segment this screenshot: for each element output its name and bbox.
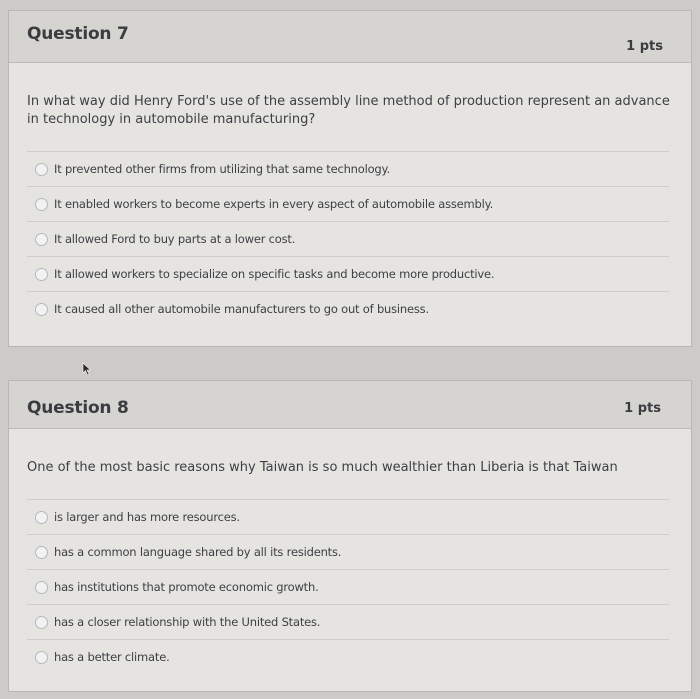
answer-label[interactable]: It prevented other firms from utilizing that same technology. — [54, 162, 390, 176]
answer-option[interactable] — [27, 256, 669, 291]
mouse-pointer-icon — [82, 362, 92, 376]
answer-option[interactable] — [27, 186, 669, 221]
answer-option[interactable] — [27, 291, 669, 326]
radio-button[interactable] — [35, 303, 48, 316]
radio-button[interactable] — [35, 233, 48, 246]
question-header — [9, 381, 691, 429]
radio-button[interactable] — [35, 616, 48, 629]
answer-label[interactable]: It allowed Ford to buy parts at a lower cost. — [54, 232, 296, 246]
answer-label[interactable]: has a common language shared by all its residents. — [54, 545, 342, 559]
answer-label[interactable]: has a better climate. — [54, 650, 170, 664]
answer-label[interactable]: It caused all other automobile manufacturers to go out of business. — [54, 302, 429, 316]
radio-button[interactable] — [35, 163, 48, 176]
question-text: In what way did Henry Ford's use of the assembly line method of production represent an advance in technology in automobile manufacturing? — [27, 94, 670, 127]
question-7-card — [8, 10, 692, 347]
answer-option[interactable] — [27, 221, 669, 256]
answer-option[interactable] — [27, 534, 669, 569]
question-points: 1 pts — [626, 39, 663, 54]
answer-label[interactable]: has institutions that promote economic growth. — [54, 580, 319, 594]
answer-label[interactable]: is larger and has more resources. — [54, 510, 240, 524]
question-points: 1 pts — [624, 401, 661, 416]
radio-button[interactable] — [35, 511, 48, 524]
radio-button[interactable] — [35, 268, 48, 281]
answer-label[interactable]: It allowed workers to specialize on specific tasks and become more productive. — [54, 267, 495, 281]
answer-label[interactable]: has a closer relationship with the United States. — [54, 615, 321, 629]
answer-list — [27, 499, 669, 674]
answer-list — [27, 151, 669, 326]
question-title: Question 8 — [27, 398, 129, 418]
answer-label[interactable]: It enabled workers to become experts in every aspect of automobile assembly. — [54, 197, 494, 211]
radio-button[interactable] — [35, 546, 48, 559]
answer-option[interactable] — [27, 499, 669, 534]
answer-option[interactable] — [27, 569, 669, 604]
answer-option[interactable] — [27, 639, 669, 674]
answer-option[interactable] — [27, 151, 669, 186]
radio-button[interactable] — [35, 581, 48, 594]
radio-button[interactable] — [35, 651, 48, 664]
question-header — [9, 11, 691, 63]
question-text: One of the most basic reasons why Taiwan is so much wealthier than Liberia is that Taiwan — [27, 460, 618, 475]
radio-button[interactable] — [35, 198, 48, 211]
question-title: Question 7 — [27, 24, 129, 44]
answer-option[interactable] — [27, 604, 669, 639]
question-8-card — [8, 380, 692, 692]
